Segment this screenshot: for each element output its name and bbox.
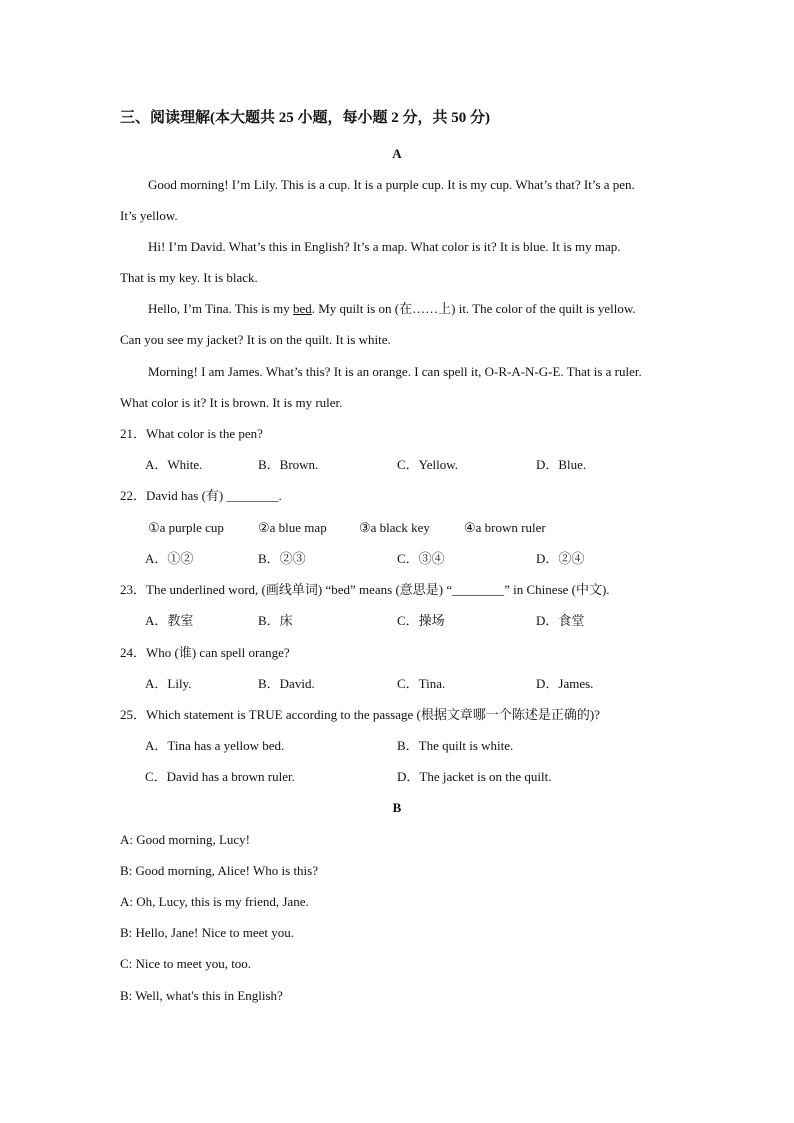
passage-b-title: B bbox=[392, 800, 402, 815]
q23-option-b[interactable]: B．床 bbox=[258, 613, 293, 628]
passage-a-p1-line2: It’s yellow. bbox=[120, 208, 178, 223]
underlined-word-bed: bed bbox=[292, 301, 312, 316]
passage-a-p2-line1: Hi! I’m David. What’s this in English? It’s a map. What color is it? It is blue. It is my map. bbox=[148, 239, 621, 254]
q21-option-c[interactable]: C．Yellow. bbox=[397, 457, 459, 472]
q22-option-c[interactable]: C．③④ bbox=[397, 551, 445, 566]
passage-a-p2-line2: That is my key. It is black. bbox=[120, 270, 258, 285]
q22-choice-1: ①a purple cup bbox=[148, 520, 224, 535]
q22-choice-2: ②a blue map bbox=[258, 520, 327, 535]
dialogue-line: A: Oh, Lucy, this is my friend, Jane. bbox=[120, 894, 309, 909]
dialogue-line: C: Nice to meet you, too. bbox=[120, 956, 252, 971]
q22-choice-3: ③a black key bbox=[359, 520, 430, 535]
section-heading: 三、阅读理解(本大题共 25 小题，每小题 2 分，共 50 分) bbox=[120, 110, 490, 126]
passage-a-p1-line1: Good morning! I’m Lily. This is a cup. It is a purple cup. It is my cup. What’s that? It’s a pen. bbox=[148, 177, 635, 192]
question-25-stem: 25．Which statement is TRUE according to the passage (根据文章哪一个陈述是正确的)? bbox=[120, 707, 600, 722]
q22-option-a[interactable]: A．①② bbox=[145, 551, 194, 566]
dialogue-line: A: Good morning, Lucy! bbox=[120, 832, 250, 847]
q21-option-a[interactable]: A．White. bbox=[145, 457, 203, 472]
passage-a-p4-line2: What color is it? It is brown. It is my ruler. bbox=[120, 395, 343, 410]
q24-option-c[interactable]: C．Tina. bbox=[397, 676, 446, 691]
q24-option-b[interactable]: B．David. bbox=[258, 676, 315, 691]
q22-choice-4: ④a brown ruler bbox=[464, 520, 546, 535]
q25-option-b[interactable]: B．The quilt is white. bbox=[397, 738, 514, 753]
passage-a-p3-line2: Can you see my jacket? It is on the quilt. It is white. bbox=[120, 332, 391, 347]
q21-option-b[interactable]: B．Brown. bbox=[258, 457, 319, 472]
q23-option-d[interactable]: D．食堂 bbox=[536, 613, 585, 628]
q23-option-c[interactable]: C．操场 bbox=[397, 613, 445, 628]
dialogue-line: B: Hello, Jane! Nice to meet you. bbox=[120, 925, 295, 940]
p3-text-b: . My quilt is on (在……上) it. The color of the quilt is yellow. bbox=[311, 301, 636, 316]
q23-option-a[interactable]: A．教室 bbox=[145, 613, 194, 628]
q24-option-d[interactable]: D．James. bbox=[536, 676, 594, 691]
passage-a-p3-line1 bbox=[148, 301, 636, 317]
question-22-stem: 22．David has (有) ________. bbox=[120, 488, 282, 503]
q22-option-d[interactable]: D．②④ bbox=[536, 551, 585, 566]
dialogue-line: B: Well, what's this in English? bbox=[120, 988, 283, 1003]
passage-a-p4-line1: Morning! I am James. What’s this? It is an orange. I can spell it, O-R-A-N-G-E. That is a ruler. bbox=[148, 364, 642, 379]
dialogue-line: B: Good morning, Alice! Who is this? bbox=[120, 863, 318, 878]
q21-option-d[interactable]: D．Blue. bbox=[536, 457, 587, 472]
question-21-stem: 21．What color is the pen? bbox=[120, 426, 263, 441]
question-24-stem: 24．Who (谁) can spell orange? bbox=[120, 645, 290, 660]
q24-option-a[interactable]: A．Lily. bbox=[145, 676, 192, 691]
q25-option-d[interactable]: D．The jacket is on the quilt. bbox=[397, 769, 552, 784]
passage-a-title: A bbox=[392, 146, 402, 161]
question-23-stem: 23．The underlined word, (画线单词) “bed” means (意思是) “________” in Chinese (中文). bbox=[120, 582, 610, 597]
p3-text-a: Hello, I’m Tina. This is my bbox=[148, 301, 293, 316]
q25-option-c[interactable]: C．David has a brown ruler. bbox=[145, 769, 295, 784]
q25-option-a[interactable]: A．Tina has a yellow bed. bbox=[145, 738, 285, 753]
q22-option-b[interactable]: B．②③ bbox=[258, 551, 306, 566]
